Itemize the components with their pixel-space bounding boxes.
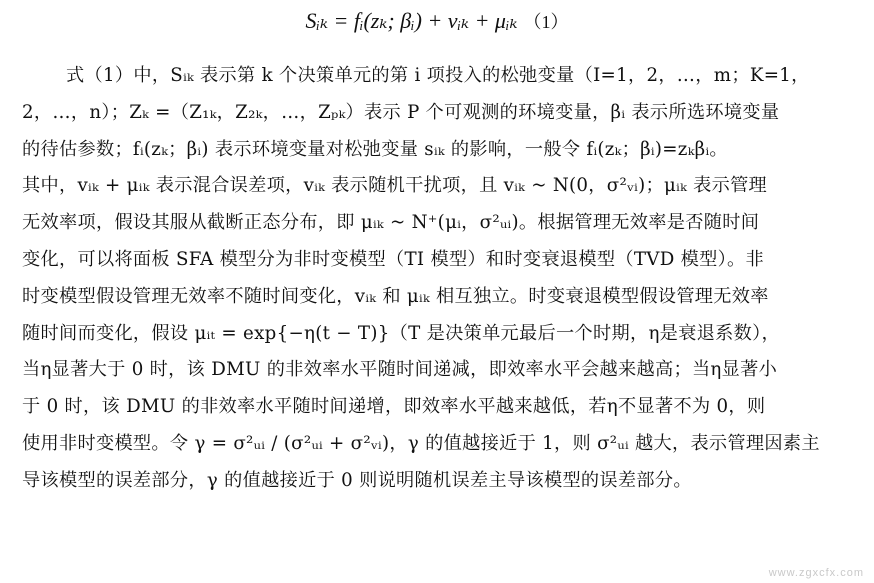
text-line: 的待估参数；fᵢ(zₖ；βᵢ) 表示环境变量对松弛变量 sᵢₖ 的影响，一般令 fᵢ(zₖ；βᵢ)=zₖβᵢ。 <box>22 138 728 160</box>
equation-1 <box>0 6 874 37</box>
site-watermark: www.zgxcfx.com <box>768 567 864 579</box>
text-line: 式（1）中，Sᵢₖ 表示第 k 个决策单元的第 i 项投入的松弛变量（I=1，2，…，m；K=1， <box>66 65 810 86</box>
text-line: 使用非时变模型。令 γ = σ²ᵤᵢ / (σ²ᵤᵢ + σ²ᵥᵢ)，γ 的值越接近于 1，则 σ²ᵤᵢ 越大，表示管理因素主 <box>22 432 820 454</box>
text-line: 于 0 时，该 DMU 的非效率水平随时间递增，即效率水平越来越低，若η不显著不为 0，则 <box>22 396 766 418</box>
text-line: 导该模型的误差部分，γ 的值越接近于 0 则说明随机误差主导该模型的误差部分。 <box>22 469 692 491</box>
text-line: 无效率项，假设其服从截断正态分布，即 μᵢₖ ~ N⁺(μᵢ，σ²ᵤᵢ)。根据管理无效率是否随时间 <box>22 212 760 234</box>
equation-body: Sᵢₖ = fᵢ(zₖ; βᵢ) + vᵢₖ + μᵢₖ <box>305 8 518 33</box>
text-line: 当η显著大于 0 时，该 DMU 的非效率水平随时间递减，即效率水平会越来越高；当η显著小 <box>22 359 778 381</box>
text-line: 变化，可以将面板 SFA 模型分为非时变模型（TI 模型）和时变衰退模型（TVD 模型）。非 <box>22 248 764 270</box>
body-paragraph <box>22 58 862 500</box>
text-line: 其中，vᵢₖ + μᵢₖ 表示混合误差项，vᵢₖ 表示随机干扰项，且 vᵢₖ ~ N(0，σ²ᵥᵢ)；μᵢₖ 表示管理 <box>22 175 768 197</box>
equation-number: （1） <box>523 12 569 32</box>
text-line: 随时间而变化，假设 μᵢₜ = exp{−η(t − T)}（T 是决策单元最后一个时期，η是衰退系数）， <box>22 322 780 344</box>
text-line: 时变模型假设管理无效率不随时间变化，vᵢₖ 和 μᵢₖ 相互独立。时变衰退模型假设管理无效率 <box>22 285 769 307</box>
text-line: 2，…，n）；Zₖ =（Z₁ₖ，Z₂ₖ，…，Zₚₖ）表示 P 个可观测的环境变量，βᵢ 表示所选环境变量 <box>22 101 780 123</box>
